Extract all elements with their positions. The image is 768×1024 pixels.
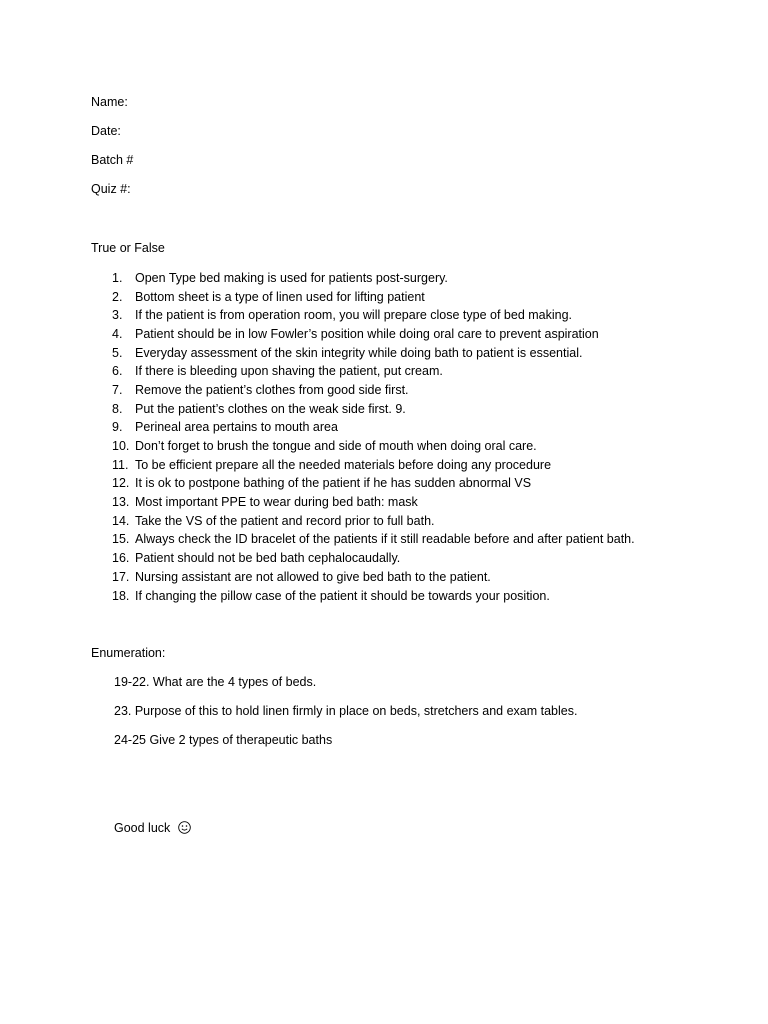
item-number: 15. bbox=[112, 532, 130, 547]
item-number: 16. bbox=[112, 551, 130, 566]
list-item bbox=[112, 456, 635, 475]
item-text: Patient should not be bed bath cephalocaudally. bbox=[135, 551, 401, 566]
item-text: Patient should be in low Fowler’s position while doing oral care to prevent aspiration bbox=[135, 326, 599, 341]
list-item bbox=[112, 512, 635, 531]
list-item bbox=[112, 381, 635, 400]
item-text: Open Type bed making is used for patients post-surgery. bbox=[135, 270, 448, 285]
item-text: Take the VS of the patient and record prior to full bath. bbox=[135, 513, 435, 528]
item-text: If changing the pillow case of the patient it should be towards your position. bbox=[135, 588, 550, 603]
item-text: Nursing assistant are not allowed to give bed bath to the patient. bbox=[135, 569, 491, 584]
item-text: Perineal area pertains to mouth area bbox=[135, 420, 338, 435]
item-number: 9. bbox=[112, 420, 123, 435]
list-item bbox=[112, 568, 635, 587]
list-item bbox=[112, 362, 635, 381]
item-number: 12. bbox=[112, 476, 130, 491]
item-number: 6. bbox=[112, 364, 123, 379]
item-text: Don’t forget to brush the tongue and side of mouth when doing oral care. bbox=[135, 439, 537, 454]
item-number: 8. bbox=[112, 401, 123, 416]
list-item bbox=[112, 344, 635, 363]
item-text: Bottom sheet is a type of linen used for lifting patient bbox=[135, 289, 425, 304]
list-item bbox=[112, 493, 635, 512]
good-luck-text: Good luck bbox=[114, 821, 171, 835]
item-text: To be efficient prepare all the needed materials before doing any procedure bbox=[135, 457, 552, 472]
item-number: 1. bbox=[112, 270, 123, 285]
date-label: Date: bbox=[91, 124, 121, 138]
item-number: 10. bbox=[112, 439, 130, 454]
item-text: Put the patient’s clothes on the weak side first. 9. bbox=[135, 401, 406, 416]
item-number: 17. bbox=[112, 569, 130, 584]
list-item bbox=[112, 400, 635, 419]
list-item bbox=[112, 549, 635, 568]
item-number: 7. bbox=[112, 382, 123, 397]
item-number: 11. bbox=[112, 457, 129, 472]
item-text: If there is bleeding upon shaving the patient, put cream. bbox=[135, 364, 443, 379]
list-item bbox=[112, 531, 635, 550]
item-number: 14. bbox=[112, 513, 130, 528]
list-item bbox=[112, 437, 635, 456]
enumeration-item: 23. Purpose of this to hold linen firmly in place on beds, stretchers and exam tables. bbox=[114, 704, 578, 718]
enumeration-title: Enumeration: bbox=[91, 646, 166, 660]
item-number: 13. bbox=[112, 495, 130, 510]
enumeration-item: 19-22. What are the 4 types of beds. bbox=[114, 675, 317, 689]
item-text: Always check the ID bracelet of the patients if it still readable before and after patient bath. bbox=[135, 532, 635, 547]
list-item bbox=[112, 475, 635, 494]
list-item bbox=[112, 288, 635, 307]
item-text: Most important PPE to wear during bed bath: mask bbox=[135, 495, 418, 510]
smiley-icon bbox=[178, 821, 191, 838]
item-text: It is ok to postpone bathing of the patient if he has sudden abnormal VS bbox=[135, 476, 532, 491]
enumeration-item: 24-25 Give 2 types of therapeutic baths bbox=[114, 733, 333, 747]
name-label: Name: bbox=[91, 95, 128, 109]
item-text: Everyday assessment of the skin integrity while doing bath to patient is essential. bbox=[135, 345, 583, 360]
item-number: 18. bbox=[112, 588, 130, 603]
good-luck-line bbox=[114, 821, 191, 838]
item-number: 4. bbox=[112, 326, 123, 341]
item-number: 3. bbox=[112, 308, 123, 323]
quiz-label: Quiz #: bbox=[91, 182, 131, 196]
list-item bbox=[112, 419, 635, 438]
true-false-list bbox=[112, 269, 635, 605]
item-number: 5. bbox=[112, 345, 123, 360]
list-item bbox=[112, 325, 635, 344]
list-item bbox=[112, 306, 635, 325]
batch-label: Batch # bbox=[91, 153, 134, 167]
item-number: 2. bbox=[112, 289, 123, 304]
list-item bbox=[112, 269, 635, 288]
true-false-title: True or False bbox=[91, 241, 165, 255]
list-item bbox=[112, 587, 635, 606]
item-text: Remove the patient’s clothes from good side first. bbox=[135, 382, 409, 397]
item-text: If the patient is from operation room, you will prepare close type of bed making. bbox=[135, 308, 573, 323]
